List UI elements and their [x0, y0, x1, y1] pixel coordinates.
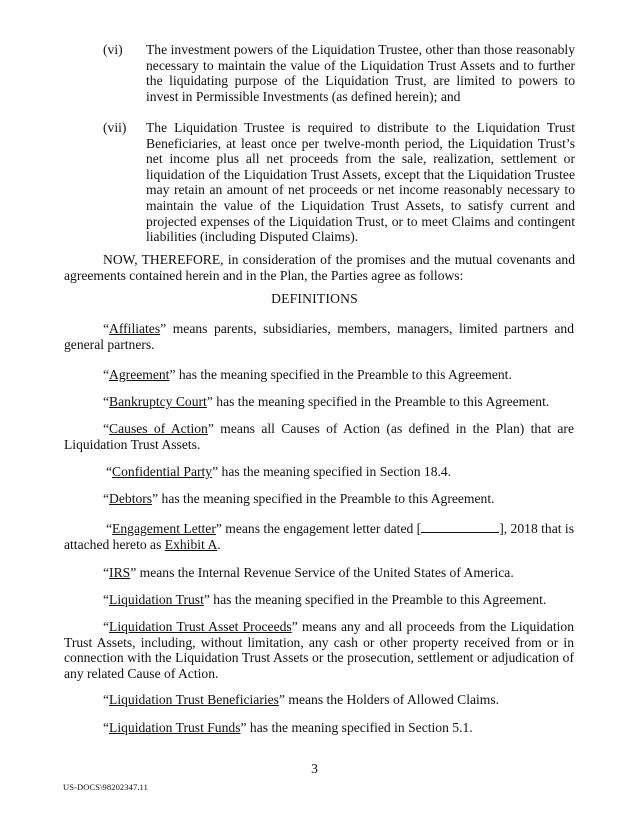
definition-causes-of-action: “Causes of Action” means all Causes of Action (as defined in the Plan) that are Liquidation Trust Assets. [64, 421, 574, 452]
defined-term: Engagement Letter [112, 521, 216, 536]
document-id-footer: US-DOCS\98202347.11 [63, 782, 148, 792]
list-item-number: (vii) [103, 120, 127, 135]
defined-term: Causes of Action [109, 421, 208, 436]
defined-term: Liquidation Trust Asset Proceeds [109, 619, 292, 634]
definition-text: . [217, 536, 221, 552]
defined-term: Liquidation Trust Funds [109, 720, 241, 735]
definition-text: means the Holders of Allowed Claims. [285, 692, 500, 707]
defined-term: Debtors [109, 491, 153, 506]
definition-text: has the meaning specified in the Preamble to this Agreement. [209, 592, 547, 607]
definition-text: has the meaning specified in Section 18.4. [218, 464, 452, 479]
exhibit-reference: Exhibit A [164, 536, 218, 552]
defined-term: Affiliates [109, 321, 161, 336]
definition-liquidation-trust-beneficiaries: “Liquidation Trust Beneficiaries” means the Holders of Allowed Claims. [103, 692, 500, 707]
list-item-number: (vi) [103, 42, 123, 57]
definition-confidential-party: “Confidential Party” has the meaning specified in Section 18.4. [106, 464, 452, 479]
definition-affiliates: “Affiliates” means parents, subsidiaries, members, managers, limited partners and general partners. [64, 321, 574, 352]
definition-agreement: “Agreement” has the meaning specified in the Preamble to this Agreement. [103, 367, 512, 382]
definition-liquidation-trust-funds: “Liquidation Trust Funds” has the meaning specified in Section 5.1. [103, 720, 473, 735]
definition-text: means the Internal Revenue Service of the United States of America. [136, 565, 514, 580]
definition-text: means parents, subsidiaries, members, managers, limited partners and general partners. [64, 321, 574, 352]
date-blank [421, 520, 499, 533]
definition-debtors: “Debtors” has the meaning specified in the Preamble to this Agreement. [103, 491, 495, 506]
definition-text: means the engagement letter dated [ [221, 521, 422, 536]
definition-text: means any and all proceeds from the Liquidation Trust Assets, including, without limitation, any cash or other property received from or in connection with the Liquidation Trust Assets or the prosecution, settlement or adjudication of any related Cause of Action. [64, 619, 575, 681]
definition-irs: “IRS” means the Internal Revenue Service of the United States of America. [103, 565, 514, 580]
definition-bankruptcy-court: “Bankruptcy Court” has the meaning specified in the Preamble to this Agreement. [103, 394, 550, 409]
list-item-vi [103, 42, 575, 104]
definition-text: has the meaning specified in the Preamble to this Agreement. [175, 367, 512, 382]
list-item-vii [103, 120, 575, 245]
defined-term: Liquidation Trust [109, 592, 204, 607]
definition-text: has the meaning specified in the Preamble to this Agreement. [212, 394, 550, 409]
definition-liquidation-trust: “Liquidation Trust” has the meaning specified in the Preamble to this Agreement. [103, 592, 547, 607]
definition-engagement-letter: “Engagement Letter” means the engagement letter dated [ ], 2018 that is attached hereto as Exhibit A. [64, 521, 574, 552]
defined-term: Bankruptcy Court [109, 394, 207, 409]
page-number: 3 [311, 761, 318, 776]
definitions-heading: DEFINITIONS [271, 291, 358, 306]
defined-term: Agreement [109, 367, 170, 382]
defined-term: Confidential Party [112, 464, 213, 479]
definition-text: ], 2018 that is attached hereto as [64, 521, 574, 552]
definition-liquidation-trust-asset-proceeds: “Liquidation Trust Asset Proceeds” means any and all proceeds from the Liquidation Trust Assets, including, without limitation, any cash or other property received from or in connection with the Liquidation Trust Assets or the prosecution, settlement or adjudication of any related Cause of Action. [64, 619, 575, 681]
definition-text: means all Causes of Action (as defined in the Plan) that are Liquidation Trust Assets. [64, 421, 574, 452]
defined-term: IRS [109, 565, 131, 580]
defined-term: Liquidation Trust Beneficiaries [109, 692, 279, 707]
list-item-text: The investment powers of the Liquidation Trustee, other than those reasonably necessary to maintain the value of the Liquidation Trust Assets and to further the liquidating purpose of the Liquidation Trust, are limited to powers to invest in Permissible Investments (as defined herein); and [146, 42, 575, 104]
now-therefore-paragraph: NOW, THEREFORE, in consideration of the promises and the mutual covenants and agreements contained herein and in the Plan, the Parties agree as follows: [64, 252, 575, 283]
definition-text: has the meaning specified in Section 5.1. [246, 720, 473, 735]
list-item-text: The Liquidation Trustee is required to distribute to the Liquidation Trust Beneficiaries, at least once per twelve-month period, the Liquidation Trust’s net income plus all net proceeds from the sale, realization, settlement or liquidation of the Liquidation Trust Assets, except that the Liquidation Trustee may retain an amount of net proceeds or net income reasonably necessary to maintain the value of the Liquidation Trust Assets, to satisfy current and projected expenses of the Liquidation Trust, or to meet Claims and contingent liabilities (including Disputed Claims). [146, 120, 575, 245]
definition-text: has the meaning specified in the Preamble to this Agreement. [158, 491, 495, 506]
